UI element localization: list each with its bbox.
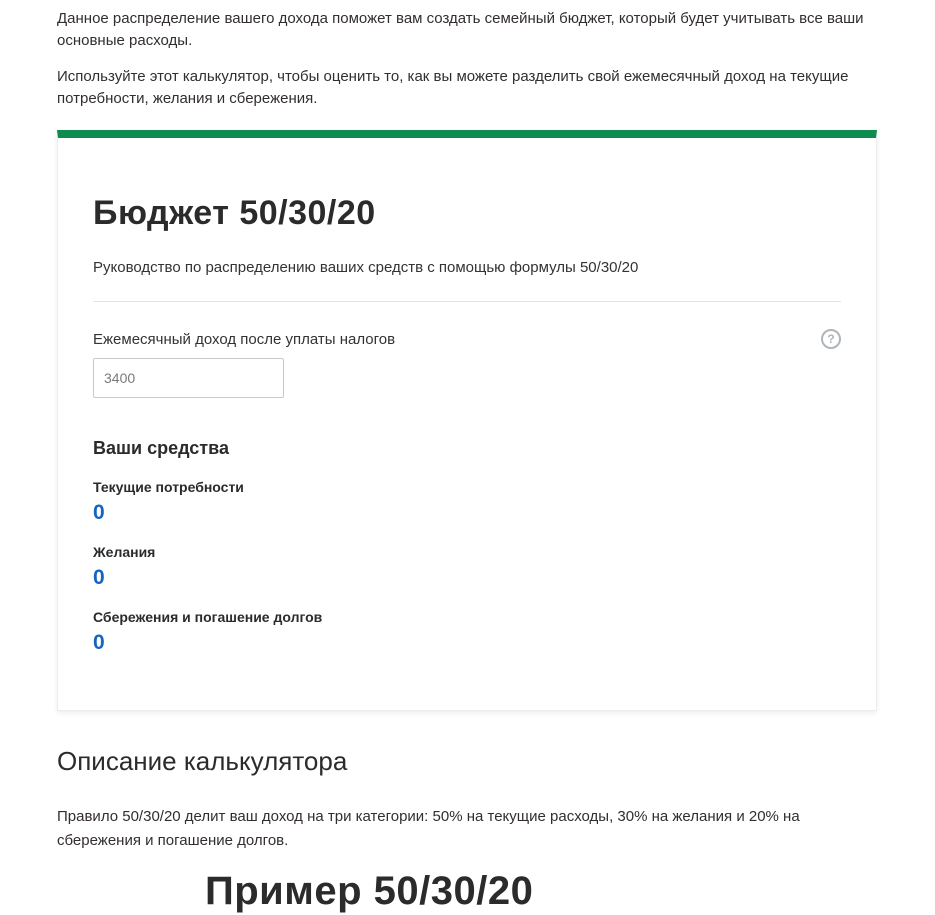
card-divider bbox=[93, 301, 841, 302]
result-label: Желания bbox=[93, 544, 156, 561]
description-heading: Описание калькулятора bbox=[57, 746, 348, 777]
calculator-card bbox=[57, 130, 877, 711]
income-label: Ежемесячный доход после уплаты налогов bbox=[93, 330, 396, 348]
result-value: 0 bbox=[93, 501, 105, 525]
income-row bbox=[93, 329, 841, 349]
help-icon[interactable]: ? bbox=[821, 329, 841, 349]
example-heading: Пример 50/30/20 bbox=[205, 869, 534, 914]
card-subtitle: Руководство по распределению ваших средств с помощью формулы 50/30/20 bbox=[93, 259, 639, 277]
description-paragraph: Правило 50/30/20 делит ваш доход на три категории: 50% на текущие расходы, 30% на желания и 20% на сбережения и погашение долгов. bbox=[57, 808, 800, 850]
result-value: 0 bbox=[93, 566, 105, 590]
income-input[interactable] bbox=[93, 358, 284, 398]
intro-paragraph-1: Данное распределение вашего дохода поможет вам создать семейный бюджет, который будет учитывать все ваши основные расходы. bbox=[57, 10, 864, 49]
results-heading: Ваши средства bbox=[93, 438, 229, 459]
result-row bbox=[93, 609, 841, 654]
result-label: Сбережения и погашение долгов bbox=[93, 609, 323, 626]
intro-paragraph-2: Используйте этот калькулятор, чтобы оценить то, как вы можете разделить свой ежемесячный доход на текущие потребности, желания и сбережения. bbox=[57, 68, 849, 107]
card-title: Бюджет 50/30/20 bbox=[93, 194, 376, 232]
result-label: Текущие потребности bbox=[93, 479, 244, 496]
result-value: 0 bbox=[93, 631, 105, 655]
result-row bbox=[93, 544, 841, 589]
result-row bbox=[93, 479, 841, 524]
